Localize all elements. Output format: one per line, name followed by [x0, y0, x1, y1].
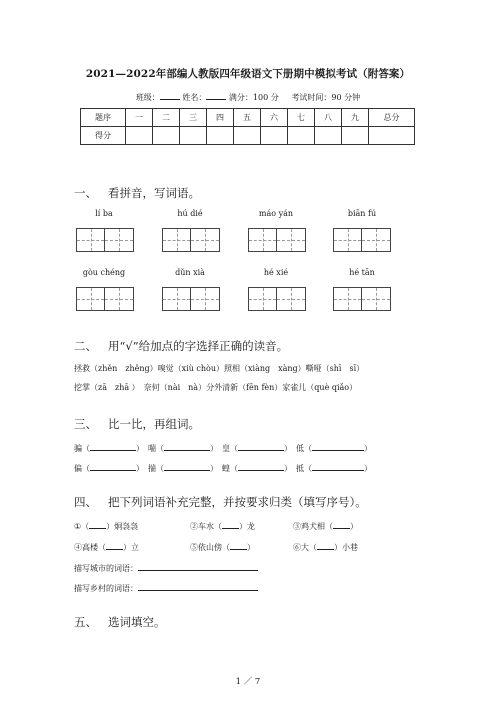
score-header-cell: 总分 — [369, 109, 415, 127]
answer-blank[interactable] — [138, 562, 258, 571]
writing-grid[interactable] — [162, 228, 220, 252]
answer-blank[interactable] — [333, 520, 350, 529]
section-4-heading — [74, 494, 367, 510]
exam-title: 2021—2022年部编人教版四年级语文下册期中模拟考试（附答案） — [85, 68, 411, 80]
answer-blank[interactable] — [230, 541, 247, 550]
city-words-label: 描写城市的词语： — [74, 564, 138, 573]
idiom-item: ②车水（ ）龙 — [190, 522, 255, 531]
answer-blank[interactable] — [238, 462, 284, 471]
section-title: 把下列词语补充完整，并按要求归类（填写序号）。 — [108, 495, 367, 509]
pinyin-label: dǔn xià — [175, 268, 205, 277]
score-cell[interactable] — [207, 127, 234, 145]
score-cell[interactable] — [261, 127, 288, 145]
pronunciation-line: 拯救（zhěn zhěng）嗅觉（xiù chòu）照相（xiàng xàng）嘶哑（shī sī） — [74, 364, 365, 373]
answer-blank[interactable] — [238, 442, 284, 451]
score-row-label: 得分 — [81, 127, 126, 145]
pinyin-label: hú dié — [177, 209, 203, 218]
idiom-item: ④高楼（ ）立 — [74, 543, 139, 552]
section-title: 选词填空。 — [108, 615, 166, 629]
score-table — [80, 108, 415, 145]
full-score: 满分：100 分 — [228, 93, 279, 102]
char-label: ） 抵（ — [284, 464, 312, 473]
char-label: ） 低（ — [284, 444, 312, 453]
idiom-item: ⑥大（ ）小巷 — [293, 543, 358, 552]
score-row — [81, 127, 415, 145]
section-number: 三、 — [74, 417, 97, 431]
writing-grid[interactable] — [162, 287, 220, 311]
score-header-cell: 三 — [180, 109, 207, 127]
exam-info — [0, 90, 496, 103]
answer-blank[interactable] — [89, 520, 106, 529]
class-label: 班级： — [135, 93, 160, 102]
pinyin-label: biān fú — [347, 209, 377, 218]
section-number: 二、 — [74, 339, 97, 353]
city-words-line — [74, 562, 258, 574]
section-3-heading — [74, 416, 200, 432]
writing-grid[interactable] — [248, 228, 306, 252]
score-cell[interactable] — [153, 127, 180, 145]
answer-blank[interactable] — [106, 541, 123, 550]
writing-grid[interactable] — [248, 287, 306, 311]
answer-blank[interactable] — [312, 462, 364, 471]
score-header-cell: 九 — [342, 109, 369, 127]
answer-blank[interactable] — [164, 442, 210, 451]
idiom-item: ⑤依山傍（ ） — [190, 543, 255, 552]
answer-blank[interactable] — [317, 541, 334, 550]
score-cell[interactable] — [126, 127, 153, 145]
pronunciation-line: 挖掌（zā zhā ） 奈何（nài nà）分外清新（fēn fèn）家雀儿（què qiǎo） — [74, 383, 358, 392]
section-1-heading — [74, 185, 200, 201]
section-number: 四、 — [74, 495, 97, 509]
idiom-item: ③鸡犬相（ ） — [293, 522, 358, 531]
section-number: 一、 — [74, 186, 97, 200]
score-header-cell: 八 — [315, 109, 342, 127]
score-header-cell: 七 — [288, 109, 315, 127]
score-header-cell: 四 — [207, 109, 234, 127]
char-label: ） — [364, 444, 372, 453]
class-blank[interactable] — [160, 90, 180, 100]
section-2-heading — [74, 338, 288, 354]
compare-row — [74, 462, 372, 474]
answer-blank[interactable] — [138, 582, 258, 591]
village-words-label: 描写乡村的词语： — [74, 584, 138, 593]
char-label: ） 揣（ — [136, 464, 164, 473]
score-header-cell: 五 — [234, 109, 261, 127]
section-5-heading — [74, 614, 166, 630]
answer-blank[interactable] — [222, 520, 239, 529]
idiom-item: ①（ ）炯袅袅 — [74, 522, 139, 531]
score-cell[interactable] — [369, 127, 415, 145]
answer-blank[interactable] — [90, 462, 136, 471]
pinyin-label: hé tān — [349, 268, 375, 277]
char-label: ） 蝗（ — [210, 464, 238, 473]
char-label: 骗（ — [74, 444, 90, 453]
score-cell[interactable] — [288, 127, 315, 145]
name-blank[interactable] — [206, 90, 226, 100]
score-header-cell: 二 — [153, 109, 180, 127]
char-label: ） — [364, 464, 372, 473]
score-header-cell: 六 — [261, 109, 288, 127]
char-label: ） 皇（ — [210, 444, 238, 453]
writing-grid[interactable] — [76, 287, 134, 311]
pinyin-label: hé xié — [263, 268, 289, 277]
writing-grid[interactable] — [333, 287, 391, 311]
village-words-line — [74, 582, 258, 594]
section-title: 比一比，再组词。 — [108, 417, 200, 431]
score-header-row — [81, 109, 415, 127]
score-header-cell: 题序 — [81, 109, 126, 127]
score-cell[interactable] — [234, 127, 261, 145]
pinyin-label: lí ba — [95, 209, 113, 218]
writing-grid[interactable] — [333, 228, 391, 252]
section-title: 看拼音，写词语。 — [108, 186, 200, 200]
char-label: ） 喘（ — [136, 444, 164, 453]
pinyin-label: gòu chéng — [82, 268, 126, 277]
answer-blank[interactable] — [164, 462, 210, 471]
name-label: 姓名： — [182, 93, 207, 102]
compare-row — [74, 442, 372, 454]
page-number: 1 ／ 7 — [235, 677, 261, 687]
section-title: 用“√”给加点的字选择正确的读音。 — [108, 339, 289, 353]
writing-grid[interactable] — [76, 228, 134, 252]
score-cell[interactable] — [180, 127, 207, 145]
pinyin-label: máo yán — [258, 209, 294, 218]
answer-blank[interactable] — [312, 442, 364, 451]
exam-time: 考试时间：90 分钟 — [291, 93, 361, 102]
answer-blank[interactable] — [90, 442, 136, 451]
score-cell[interactable] — [315, 127, 342, 145]
char-label: 偏（ — [74, 464, 90, 473]
score-cell[interactable] — [342, 127, 369, 145]
section-number: 五、 — [74, 615, 97, 629]
score-header-cell: 一 — [126, 109, 153, 127]
